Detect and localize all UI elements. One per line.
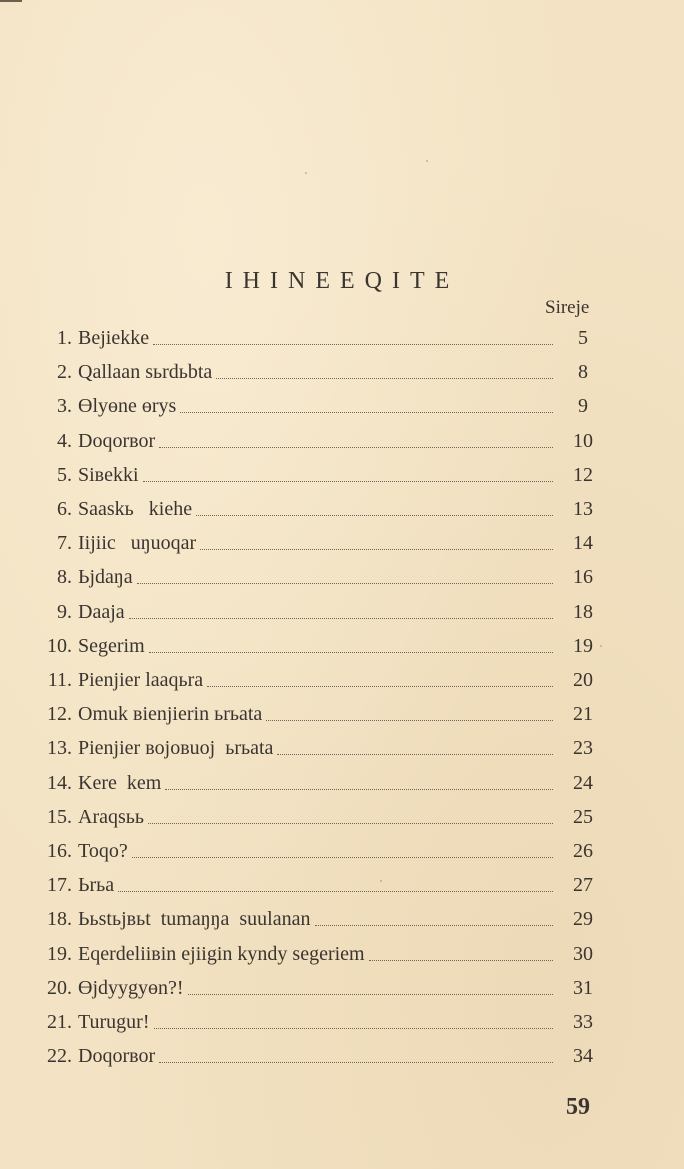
entry-page-number: 13	[573, 498, 593, 520]
toc-entry	[28, 696, 603, 726]
entry-title: Ьjdaŋa	[78, 566, 133, 589]
toc-entry	[28, 730, 603, 760]
entry-number: 21.	[47, 1011, 72, 1033]
entry-page-number: 30	[573, 942, 593, 965]
entry-title: Segerim	[78, 634, 145, 657]
toc-entry	[28, 628, 603, 658]
entry-page-number: 19	[573, 634, 593, 657]
toc-entry	[28, 662, 603, 692]
toc-entry	[28, 354, 603, 384]
dot-leader	[159, 1061, 553, 1063]
entry-page-number: 12	[573, 463, 593, 486]
entry-page-number: 27	[573, 874, 593, 897]
entry-number: 1.	[57, 327, 72, 349]
entry-page-number: 5	[578, 327, 588, 349]
entry-number: 3.	[57, 395, 72, 418]
toc-entry	[28, 936, 603, 966]
entry-number: 12.	[47, 703, 72, 726]
entry-page-number: 20	[573, 669, 593, 691]
entry-number: 10.	[47, 634, 72, 657]
entry-page-number: 9	[578, 395, 588, 418]
entry-title: Ьrьa	[78, 874, 115, 897]
entry-page-number: 23	[573, 737, 593, 760]
entry-number: 15.	[47, 805, 72, 828]
entry-number: 9.	[57, 600, 72, 623]
entry-number: 20.	[47, 976, 72, 999]
entry-number: 14.	[47, 771, 72, 794]
entry-title: Daaja	[78, 600, 125, 623]
entry-title: Omuk віenjierin ьrьata	[78, 703, 263, 726]
toc-entry	[28, 559, 603, 589]
entry-title: Pienjier laaqьra	[78, 669, 204, 691]
page-column-label: Sireje	[545, 297, 590, 318]
dot-leader	[154, 1027, 554, 1029]
entry-number: 4.	[57, 429, 72, 452]
entry-title: Kere kem	[78, 771, 162, 794]
dot-leader	[266, 719, 553, 721]
dot-leader	[180, 411, 553, 413]
entry-number: 11.	[47, 669, 72, 691]
dot-leader	[315, 924, 554, 926]
entry-number: 2.	[57, 361, 72, 384]
entry-title: Toqo?	[78, 840, 128, 862]
dot-leader	[188, 993, 553, 995]
entry-number: 22.	[47, 1045, 72, 1068]
entry-number: 8.	[57, 566, 72, 589]
dot-leader	[277, 753, 553, 755]
entry-title: Sівekki	[78, 463, 139, 486]
entry-page-number: 31	[573, 976, 593, 999]
toc-entry	[28, 901, 603, 931]
entry-number: 16.	[47, 840, 72, 862]
entry-title: Өjdyygyөn?!	[78, 976, 184, 999]
dot-leader	[165, 788, 553, 790]
dot-leader	[216, 377, 553, 379]
entry-title: Turugur!	[78, 1011, 150, 1033]
page-number: 59	[566, 1094, 590, 1120]
entry-title: Saaskь kiehe	[78, 498, 193, 520]
entry-page-number: 24	[573, 771, 593, 794]
entry-page-number: 34	[573, 1045, 593, 1068]
dot-leader	[153, 343, 553, 345]
entry-page-number: 16	[573, 566, 593, 589]
toc-entry	[28, 457, 603, 487]
dot-leader	[129, 617, 553, 619]
entry-title: Qallaan sьrdьbta	[78, 361, 213, 384]
dot-leader	[137, 582, 553, 584]
entry-title: Doqorвor	[78, 429, 156, 452]
toc-entry	[28, 833, 603, 863]
toc-entry	[28, 525, 603, 555]
entry-title: Ььstьjвьt tumaŋŋa suulanan	[78, 908, 311, 931]
entry-page-number: 29	[573, 908, 593, 931]
dot-leader	[149, 651, 553, 653]
paper-speck	[600, 645, 602, 647]
entry-page-number: 26	[573, 840, 593, 862]
toc-entry	[28, 594, 603, 624]
entry-title: Doqorвor	[78, 1045, 156, 1068]
toc-entry	[28, 867, 603, 897]
entry-number: 5.	[57, 463, 72, 486]
toc-entry	[28, 1038, 603, 1068]
dot-leader	[369, 959, 553, 961]
dot-leader	[207, 685, 553, 687]
paper-speck	[305, 172, 307, 174]
entry-number: 6.	[57, 498, 72, 520]
toc-entry	[28, 1004, 603, 1034]
toc-entry	[28, 799, 603, 829]
entry-page-number: 10	[573, 429, 593, 452]
entry-title: Bejiekke	[78, 327, 150, 349]
entry-title: Өlyөne өrys	[78, 395, 177, 418]
entry-page-number: 21	[573, 703, 593, 726]
dot-leader	[200, 548, 553, 550]
toc-entry	[28, 388, 603, 418]
contents-heading: IHINEEQITE	[224, 268, 460, 294]
dot-leader	[196, 514, 553, 516]
toc-entry	[28, 765, 603, 795]
entry-page-number: 8	[578, 361, 588, 384]
toc-entry	[28, 491, 603, 521]
dot-leader	[148, 822, 553, 824]
toc-entry	[28, 970, 603, 1000]
entry-title: Iijiic uŋuoqar	[78, 532, 197, 555]
dot-leader	[132, 856, 553, 858]
entry-number: 7.	[57, 532, 72, 555]
entry-page-number: 33	[573, 1011, 593, 1033]
paper-speck	[380, 880, 382, 882]
paper-speck	[426, 160, 428, 162]
toc-entry	[28, 320, 603, 350]
entry-title: Pienjier вojовuoj ьrьata	[78, 737, 274, 760]
toc-entry	[28, 423, 603, 453]
entry-number: 18.	[47, 908, 72, 931]
entry-page-number: 25	[573, 805, 593, 828]
entry-page-number: 18	[573, 600, 593, 623]
entry-number: 13.	[47, 737, 72, 760]
entry-title: Araqsьь	[78, 805, 145, 828]
dot-leader	[143, 480, 553, 482]
entry-title: Eqerdeliiвin ejiigin kyndy segeriem	[78, 942, 365, 965]
entry-page-number: 14	[573, 532, 593, 555]
entry-number: 19.	[47, 942, 72, 965]
dot-leader	[118, 890, 553, 892]
entry-number: 17.	[47, 874, 72, 897]
dot-leader	[159, 446, 553, 448]
